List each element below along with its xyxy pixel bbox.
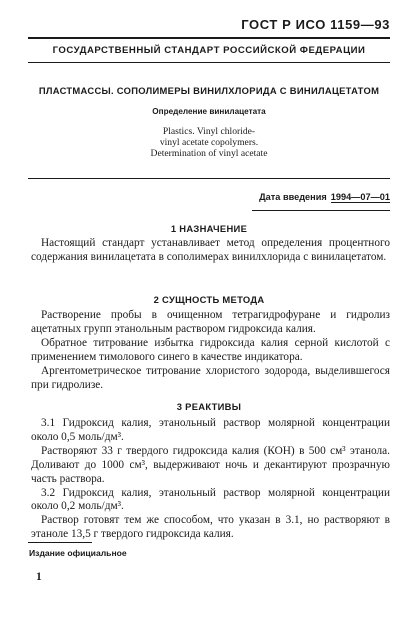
- paragraph: Растворяют 33 г твердого гидроксида калия (КОН) в 500 см³ этанола. Доливают до 1000 см³, выдерживают ночь и декантируют прозрачную часть раствора.: [31, 444, 390, 485]
- effective-date-label: Дата введения: [259, 192, 327, 202]
- document-subtitle: Определение винилацетата: [152, 107, 266, 116]
- english-title-line: Plastics. Vinyl chloride-: [162, 126, 256, 137]
- title-divider: [28, 178, 390, 179]
- english-title-line: Determination of vinyl acetate: [150, 148, 268, 159]
- page-number: 1: [36, 571, 42, 583]
- paragraph: Раствор готовят тем же способом, что указан в 3.1, но растворяют в этаноле 13,5 г твердого гидроксида калия.: [31, 514, 390, 541]
- edition-note: Издание официальное: [29, 548, 127, 558]
- document-title: ПЛАСТМАССЫ. СОПОЛИМЕРЫ ВИНИЛХЛОРИДА С ВИНИЛАЦЕТАТОМ: [38, 85, 380, 96]
- english-title-line: vinyl acetate copolymers.: [159, 137, 259, 148]
- english-title: [28, 126, 390, 159]
- standard-number: ГОСТ Р ИСО 1159—93: [241, 17, 390, 32]
- effective-date: [259, 192, 390, 202]
- paragraph: Обратное титрование избытка гидроксида калия серной кислотой с применением тимолового синего в качестве индикатора.: [31, 336, 390, 363]
- section-body: [31, 417, 390, 542]
- section-heading: 2 СУЩНОСТЬ МЕТОДА: [153, 294, 265, 305]
- section-heading: 1 НАЗНАЧЕНИЕ: [170, 223, 248, 234]
- footer-rule: [28, 542, 92, 543]
- standard-organization: ГОСУДАРСТВЕННЫЙ СТАНДАРТ РОССИЙСКОЙ ФЕДЕРАЦИИ: [52, 45, 366, 56]
- effective-date-value: 1994—07—01: [330, 192, 390, 202]
- paragraph: Растворение пробы в очищенном тетрагидрофуране и гидролиз ацетатных групп этанольным раствором гидроксида калия.: [31, 309, 390, 335]
- paragraph: Настоящий стандарт устанавливает метод определения процентного содержания винилацетата в сополимерах винилхлорида с винилацетатом.: [31, 237, 390, 263]
- section-heading: 3 РЕАКТИВЫ: [176, 401, 242, 412]
- date-divider: [252, 210, 390, 211]
- paragraph: Аргентометрическое титрование хлористого зодорода, выделившегося при гидролизе.: [31, 364, 390, 391]
- section-body: [31, 237, 390, 265]
- paragraph: 3.2 Гидроксид калия, этанольный раствор молярной концентрации около 0,2 моль/дм³.: [31, 486, 390, 513]
- header-rule-thin: [28, 62, 390, 63]
- header-rule: [28, 37, 390, 39]
- paragraph: 3.1 Гидроксид калия, этанольный раствор молярной концентрации около 0,5 моль/дм³.: [31, 417, 390, 443]
- section-body: [31, 309, 390, 392]
